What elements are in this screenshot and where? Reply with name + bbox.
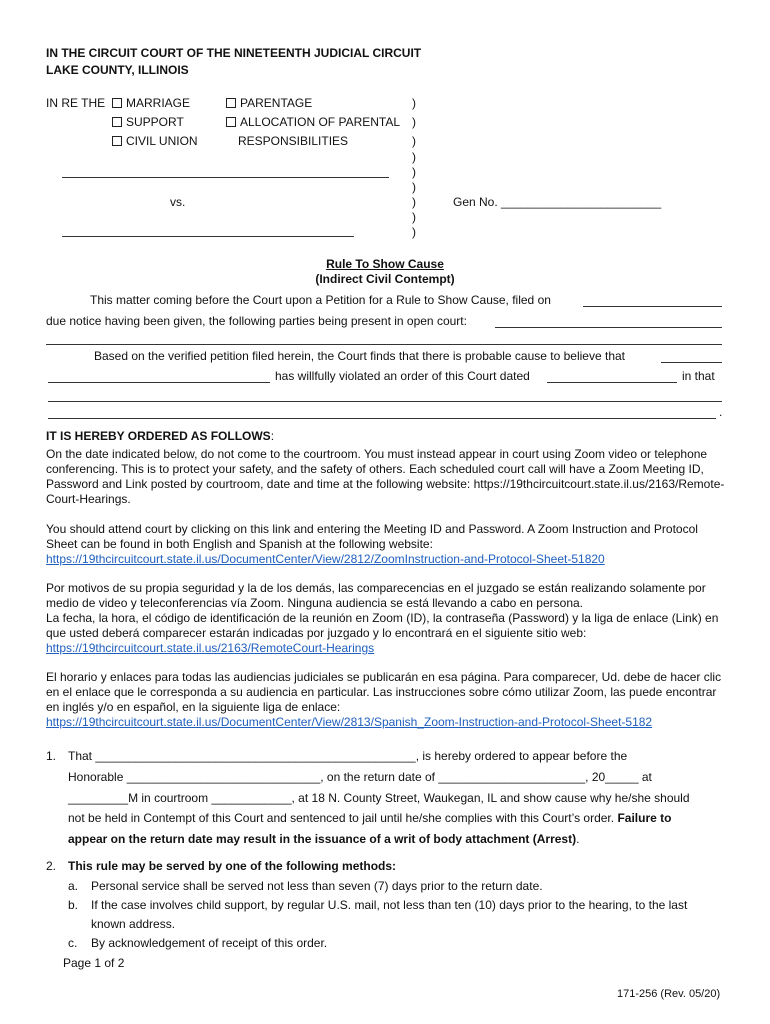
petitioner-line[interactable] <box>62 177 389 178</box>
findings-text: Based on the verified petition filed herein, the Court finds that there is probable cause to believe that <box>94 349 625 363</box>
parentage-option[interactable]: PARENTAGE <box>226 96 312 110</box>
item-number: 2. <box>46 859 57 873</box>
form-number: 171-256 (Rev. 05/20) <box>617 988 721 1000</box>
zoom-protocol-link-es[interactable]: https://19thcircuitcourt.state.il.us/DocumentCenter/View/2813/Spanish_Zoom-Instruction-and-Protocol-Sheet-5182 <box>46 715 653 729</box>
document-subtitle: (Indirect Civil Contempt) <box>315 272 455 286</box>
caption-paren: ) <box>412 96 416 110</box>
zoom-instructions-es: Por motivos de su propia seguridad y la de los demás, las comparecencias en el juzgado se están realizando solamente por medio de video y teleconferencias vía Zoom. Ninguna audiencia se está llevando a cabo en persona. <box>46 581 706 610</box>
page-number: Page 1 of 2 <box>63 956 125 970</box>
caption-paren: ) <box>412 210 416 224</box>
allocation-option[interactable]: ALLOCATION OF PARENTAL <box>226 115 400 129</box>
checkbox-icon[interactable] <box>112 117 122 127</box>
order-date-line[interactable] <box>547 382 677 383</box>
zoom-protocol-link-en[interactable]: https://19thcircuitcourt.state.il.us/DocumentCenter/View/2812/ZoomInstruction-and-Protocol-Sheet-51820 <box>46 552 605 566</box>
ordered-heading: IT IS HEREBY ORDERED AS FOLLOWS: <box>46 429 275 443</box>
violated-text: has willfully violated an order of this Court dated <box>275 369 530 383</box>
gen-no-field[interactable]: Gen No. ________________________ <box>453 195 662 209</box>
caption-paren: ) <box>412 180 416 194</box>
caption-paren: ) <box>412 150 416 164</box>
item1-line3[interactable]: _________M in courtroom ____________, at 18 N. County Street, Waukegan, IL and show cause why he/she should <box>68 791 690 805</box>
vs-label: vs. <box>170 195 186 209</box>
checkbox-icon[interactable] <box>226 117 236 127</box>
marriage-option[interactable]: MARRIAGE <box>112 96 190 110</box>
caption-paren: ) <box>412 225 416 239</box>
support-option[interactable]: SUPPORT <box>112 115 184 129</box>
caption-paren: ) <box>412 165 416 179</box>
civil-union-option[interactable]: CIVIL UNION <box>112 134 198 148</box>
in-re-label: IN RE THE <box>46 96 106 110</box>
responsibilities-label: RESPONSIBILITIES <box>238 134 349 148</box>
county-name: LAKE COUNTY, ILLINOIS <box>46 63 189 77</box>
method-a-text: Personal service shall be served not less than seven (7) days prior to the return date. <box>91 879 543 893</box>
violation-line-2[interactable] <box>48 418 716 419</box>
caption-paren: ) <box>412 195 416 209</box>
in-that-text: in that <box>682 369 715 383</box>
item1-line1[interactable]: That ________________________________________________, is hereby ordered to appear before the <box>68 749 628 763</box>
document-title: Rule To Show Cause <box>326 257 444 271</box>
period: . <box>719 405 723 419</box>
checkbox-icon[interactable] <box>112 136 122 146</box>
violator-line[interactable] <box>48 382 270 383</box>
caption-paren: ) <box>412 115 416 129</box>
respondent-line[interactable] <box>62 236 354 237</box>
item1-line2[interactable]: Honorable _____________________________, on the return date of ______________________, 20_____ at <box>68 770 652 784</box>
method-a-label: a. <box>68 879 79 893</box>
method-c-text: By acknowledgement of receipt of this order. <box>91 936 328 950</box>
item1-line5: appear on the return date may result in the issuance of a writ of body attachment (Arrest). <box>68 832 580 846</box>
zoom-instructions-es-2: La fecha, la hora, el código de identificación de la reunión en Zoom (ID), la contraseña (Password) y la liga de enlace (Link) en que usted deberá comparecer estarán indicadas por juzgado y lo encontrará en el siguiente sitio web: <box>46 611 719 640</box>
method-b-text: If the case involves child support, by regular U.S. mail, not less than ten (10) days prior to the hearing, to the last <box>91 898 688 912</box>
believe-line[interactable] <box>661 362 722 363</box>
parties-line-2[interactable] <box>46 344 722 345</box>
violation-line-1[interactable] <box>48 401 722 402</box>
remote-hearings-link-es[interactable]: https://19thcircuitcourt.state.il.us/2163/RemoteCourt-Hearings <box>46 641 375 655</box>
petition-text: This matter coming before the Court upon a Petition for a Rule to Show Cause, filed on <box>90 293 551 307</box>
checkbox-icon[interactable] <box>226 98 236 108</box>
court-name: IN THE CIRCUIT COURT OF THE NINETEENTH JUDICIAL CIRCUIT <box>46 46 422 60</box>
filed-on-line[interactable] <box>583 306 722 307</box>
method-b-label: b. <box>68 898 79 912</box>
method-b-text-2: known address. <box>91 917 176 931</box>
method-c-label: c. <box>68 936 78 950</box>
checkbox-icon[interactable] <box>112 98 122 108</box>
zoom-instructions-en: On the date indicated below, do not come to the courtroom. You must instead appear in court using Zoom video or telephone conferencing. This is to protect your safety, and the safety of others. Each scheduled court call will have a Zoom Meeting ID, Password and Link posted by courtroom, date and time at the following website: https://19thcircuitcourt.state.il.us/2163/Remote-Court-Hearings. <box>46 447 725 506</box>
zoom-schedule-es: El horario y enlaces para todas las audiencias judiciales se publicarán en esa página. Para comparecer, Ud. debe de hacer clic en el enlace que le corresponda a su audiencia en particular. Las instrucciones sobre cómo utilizar Zoom, las puede encontrar en inglés y/o en español, en la siguiente liga de enlace: <box>46 670 722 714</box>
zoom-protocol-en: You should attend court by clicking on this link and entering the Meeting ID and Password. A Zoom Instruction and Protocol Sheet can be found in both English and Spanish at the following website: <box>46 522 698 551</box>
due-notice-text: due notice having been given, the following parties being present in open court: <box>46 314 467 328</box>
parties-line[interactable] <box>495 327 722 328</box>
item-number: 1. <box>46 749 57 763</box>
service-methods-heading: This rule may be served by one of the following methods: <box>68 859 397 873</box>
caption-paren: ) <box>412 134 416 148</box>
item1-line4: not be held in Contempt of this Court and sentenced to jail until he/she complies with this Court’s order. Failure to <box>68 811 672 825</box>
